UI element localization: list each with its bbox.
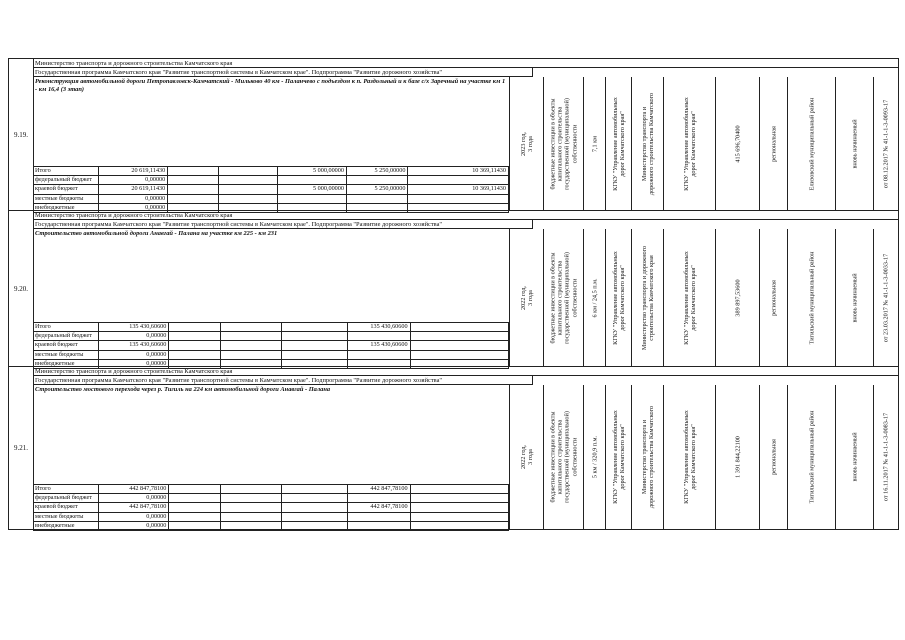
finance-label: местные бюджеты <box>33 350 99 359</box>
column-significance <box>759 77 787 210</box>
column-capacity <box>583 77 605 210</box>
column-year <box>509 385 543 529</box>
finance-value: 0,00000 <box>99 521 169 530</box>
finance-value <box>347 521 410 530</box>
column-year <box>509 229 543 366</box>
finance-table <box>33 166 509 213</box>
row-number: 9.21. <box>9 367 34 529</box>
finance-label: Итого <box>33 167 99 176</box>
column-developer <box>663 385 715 529</box>
finance-value <box>410 512 508 521</box>
finance-value: 0,00000 <box>99 494 169 503</box>
finance-value <box>169 521 221 530</box>
finance-label: местные бюджеты <box>33 512 99 521</box>
ministry-header: Министерство транспорта и дорожного строительства Камчатского края <box>33 59 898 68</box>
capacity-text: 7,1 км <box>590 135 598 152</box>
finance-row <box>33 341 509 350</box>
finance-label: внебюджетные <box>33 203 99 212</box>
finance-label: федеральный бюджет <box>33 332 99 341</box>
finance-value: 0,00000 <box>99 512 169 521</box>
decision-text: от 08.12.2017 № 41-1-1-3-0093-17 <box>882 99 890 188</box>
object-title: Строительство автомобильной дороги Анавгай - Палана на участке км 225 - км 231 <box>35 230 278 237</box>
column-decision <box>873 229 898 366</box>
finance-row <box>33 494 509 503</box>
finance-value <box>168 176 219 185</box>
significance-text: региональная <box>769 125 777 162</box>
finance-value: 135 430,60600 <box>347 341 410 350</box>
finance-row <box>33 512 509 521</box>
column-source <box>835 77 873 210</box>
column-gr <box>631 77 663 210</box>
gr-text: Министерство транспорта и дорожного строительства Камчатского <box>640 405 655 509</box>
finance-label: краевой бюджет <box>33 185 99 194</box>
type-text: бюджетные инвестиции в объекты капитального строительства государственной (муниципальной) собственности <box>549 97 578 190</box>
gr-text: Министерство транспорта и дорожного строительства Камчатского края <box>640 245 655 350</box>
decision-text: от 16.11.2017 № 41-1-1-3-0083-17 <box>882 412 890 502</box>
cost-text: 415 696,70400 <box>733 124 741 163</box>
location-text: Тигильский муниципальный район <box>807 410 815 504</box>
finance-value <box>347 512 410 521</box>
finance-value <box>169 494 221 503</box>
finance-value: 10 369,11430 <box>408 185 509 194</box>
finance-value <box>221 503 282 512</box>
significance-text: региональная <box>769 279 777 316</box>
customer-text: КГКУ "Управление автомобильных дорог Камчатского края" <box>611 410 626 504</box>
column-decision <box>873 77 898 210</box>
finance-value: 442 847,78100 <box>99 485 169 494</box>
column-cost <box>715 229 759 366</box>
finance-value <box>278 176 347 185</box>
finance-row <box>33 167 509 176</box>
finance-value <box>168 185 219 194</box>
finance-label: местные бюджеты <box>33 194 99 203</box>
finance-value <box>347 350 410 359</box>
finance-value: 5 000,00000 <box>278 185 347 194</box>
column-customer <box>605 385 631 529</box>
finance-value <box>221 494 282 503</box>
ministry-header: Министерство транспорта и дорожного строительства Камчатского края <box>33 367 898 376</box>
finance-value: 135 430,60600 <box>99 323 169 332</box>
source-text: вновь начинаемый <box>850 432 858 482</box>
finance-value: 5 250,00000 <box>346 167 407 176</box>
column-type <box>543 229 583 366</box>
finance-value: 0,00000 <box>99 203 168 212</box>
finance-row <box>33 521 509 530</box>
row-number: 9.19. <box>9 59 34 210</box>
location-text: Елизовский муниципальный район <box>807 97 815 190</box>
cost-text: 1 391 844,22100 <box>733 436 741 478</box>
finance-value <box>347 332 410 341</box>
finance-value: 10 369,11430 <box>408 167 509 176</box>
finance-value: 0,00000 <box>99 176 168 185</box>
finance-value: 442 847,78100 <box>99 503 169 512</box>
finance-value <box>410 494 508 503</box>
finance-value <box>221 332 282 341</box>
column-cost <box>715 385 759 529</box>
column-developer <box>663 229 715 366</box>
finance-value <box>281 323 347 332</box>
column-gr <box>631 385 663 529</box>
finance-value <box>281 494 347 503</box>
column-significance <box>759 385 787 529</box>
source-text: вновь начинаемый <box>850 272 858 323</box>
finance-value <box>218 185 278 194</box>
finance-label: краевой бюджет <box>33 503 99 512</box>
location-text: Тигильский муниципальный район <box>807 251 815 344</box>
finance-value: 5 000,00000 <box>278 167 347 176</box>
finance-value <box>169 485 221 494</box>
finance-value <box>281 521 347 530</box>
customer-text: КГКУ "Управление автомобильных дорог Камчатского края" <box>611 250 626 345</box>
finance-value <box>221 521 282 530</box>
program-header: Государственная программа Камчатского края "Развитие транспортной системы в Камчатском крае". Подпрограмма "Развитие дорожного хозяйства" <box>33 220 533 229</box>
capacity-text: 6 км / 24,5 п.м. <box>590 277 598 318</box>
finance-value <box>346 194 407 203</box>
finance-row <box>33 350 509 359</box>
column-type <box>543 77 583 210</box>
finance-value <box>281 503 347 512</box>
finance-value <box>169 503 221 512</box>
finance-label: краевой бюджет <box>33 341 99 350</box>
ministry-header: Министерство транспорта и дорожного строительства Камчатского края <box>33 211 898 220</box>
year-text: 2022 год, 3 года <box>519 445 534 469</box>
finance-value <box>168 167 219 176</box>
finance-value <box>221 512 282 521</box>
finance-value: 0,00000 <box>99 332 169 341</box>
finance-value: 442 847,78100 <box>347 485 410 494</box>
finance-value <box>408 194 509 203</box>
finance-value <box>218 176 278 185</box>
finance-value: 20 619,11430 <box>99 167 168 176</box>
column-location <box>787 229 835 366</box>
row-number: 9.20. <box>9 211 34 366</box>
developer-text: КГКУ "Управление автомобильных дорог Камчатского края" <box>682 96 697 191</box>
finance-table <box>33 484 509 531</box>
finance-label: Итого <box>33 485 99 494</box>
finance-row <box>33 485 509 494</box>
column-source <box>835 229 873 366</box>
column-cost <box>715 77 759 210</box>
finance-value <box>410 503 508 512</box>
finance-table <box>33 322 509 369</box>
finance-value <box>169 350 221 359</box>
decision-text: от 23.03.2017 № 41-1-1-3-0033-17 <box>882 253 890 342</box>
finance-value: 0,00000 <box>99 194 168 203</box>
year-text: 2022 год, 3 года <box>519 285 534 310</box>
finance-row <box>33 323 509 332</box>
column-capacity <box>583 229 605 366</box>
object-row <box>9 211 898 367</box>
column-capacity <box>583 385 605 529</box>
significance-text: региональная <box>769 439 777 475</box>
capacity-text: 5 км / 320,9 п.м. <box>590 435 598 479</box>
finance-label: федеральный бюджет <box>33 494 99 503</box>
object-title: Реконструкция автомобильной дороги Петропавловск-Камчатский - Мильково 40 км - Паланчево с подъездом к п. Раздольный и к базе с/х Заречный на участке км 1 - км 16,4 (3 этап) <box>35 78 506 93</box>
column-location <box>787 385 835 529</box>
column-developer <box>663 77 715 210</box>
type-text: бюджетные инвестиции в объекты капитального строительства государственной (муниципальной) собственности <box>549 411 578 503</box>
finance-value <box>281 350 347 359</box>
finance-label: федеральный бюджет <box>33 176 99 185</box>
finance-value <box>410 332 508 341</box>
finance-value: 442 847,78100 <box>347 503 410 512</box>
finance-value <box>410 485 508 494</box>
type-text: бюджетные инвестиции в объекты капитального строительства государственной (муниципальной) собственности <box>549 251 578 344</box>
finance-value <box>410 323 508 332</box>
finance-value: 5 250,00000 <box>346 185 407 194</box>
finance-label: внебюджетные <box>33 521 99 530</box>
finance-value <box>221 323 282 332</box>
column-location <box>787 77 835 210</box>
finance-label: Итого <box>33 323 99 332</box>
finance-value: 0,00000 <box>99 350 169 359</box>
finance-value: 0,00000 <box>99 359 169 368</box>
finance-value <box>221 341 282 350</box>
source-text: вновь начинаемый <box>850 118 858 169</box>
finance-value <box>281 332 347 341</box>
object-row <box>9 367 898 529</box>
column-customer <box>605 77 631 210</box>
cost-text: 389 897,53600 <box>733 278 741 317</box>
finance-row <box>33 503 509 512</box>
finance-value <box>278 194 347 203</box>
finance-value: 20 619,11430 <box>99 185 168 194</box>
developer-text: КГКУ "Управление автомобильных дорог Камчатского края" <box>682 410 697 504</box>
program-header: Государственная программа Камчатского края "Развитие транспортной системы в Камчатском крае". Подпрограмма "Развитие дорожного хозяйства" <box>33 376 533 385</box>
document-sheet <box>8 58 899 530</box>
finance-value <box>169 323 221 332</box>
finance-row <box>33 176 509 185</box>
finance-value <box>347 494 410 503</box>
finance-row <box>33 185 509 194</box>
column-significance <box>759 229 787 366</box>
column-type <box>543 385 583 529</box>
finance-row <box>33 194 509 203</box>
finance-value: 135 430,60600 <box>347 323 410 332</box>
developer-text: КГКУ "Управление автомобильных дорог Камчатского края" <box>682 250 697 345</box>
finance-value <box>410 521 508 530</box>
customer-text: КГКУ "Управление автомобильных дорог Камчатского края" <box>611 96 626 191</box>
finance-value <box>281 341 347 350</box>
column-customer <box>605 229 631 366</box>
object-row <box>9 59 898 211</box>
finance-value <box>169 512 221 521</box>
finance-value <box>169 332 221 341</box>
finance-value <box>408 176 509 185</box>
finance-value <box>221 485 282 494</box>
column-decision <box>873 385 898 529</box>
column-gr <box>631 229 663 366</box>
column-year <box>509 77 543 210</box>
finance-value <box>410 341 508 350</box>
gr-text: Министерство транспорта и дорожного строительства Камчатского <box>640 92 655 195</box>
year-text: 2023 год, 3 года <box>519 131 534 156</box>
finance-value <box>218 167 278 176</box>
finance-value <box>346 176 407 185</box>
finance-row <box>33 332 509 341</box>
finance-value: 135 430,60600 <box>99 341 169 350</box>
program-header: Государственная программа Камчатского края "Развитие транспортной системы в Камчатском крае". Подпрограмма "Развитие дорожного хозяйства" <box>33 68 533 77</box>
finance-value <box>169 341 221 350</box>
column-source <box>835 385 873 529</box>
finance-value <box>168 194 219 203</box>
finance-value <box>221 350 282 359</box>
finance-value <box>281 485 347 494</box>
finance-label: внебюджетные <box>33 359 99 368</box>
finance-value <box>218 194 278 203</box>
finance-value <box>281 512 347 521</box>
object-title: Строительство мостового перехода через р. Тигиль на 224 км автомобильной дороги Анавгай - Палана <box>35 386 331 393</box>
finance-value <box>410 350 508 359</box>
